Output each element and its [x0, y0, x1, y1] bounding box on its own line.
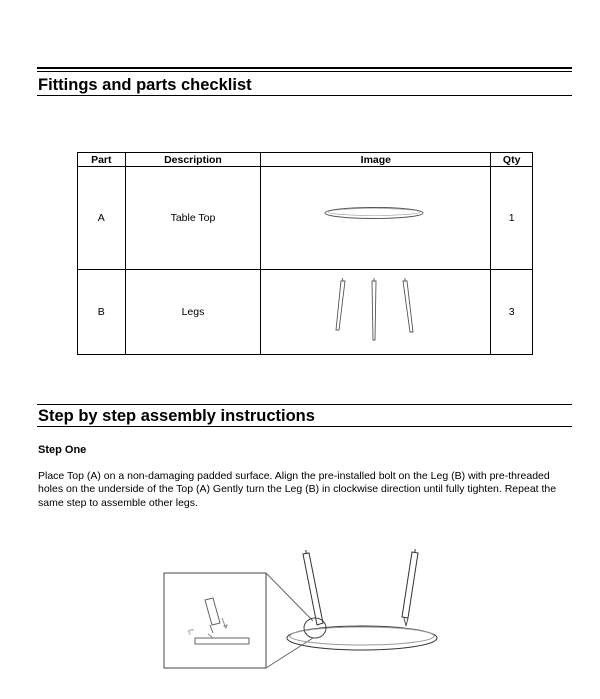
- section-underline-assembly: [37, 426, 572, 427]
- section-overline-assembly: [37, 404, 572, 405]
- cell-image: [261, 270, 491, 355]
- cell-description: Table Top: [125, 167, 261, 270]
- table-row: [78, 270, 533, 355]
- header-description: Description: [125, 153, 261, 167]
- step-one-instructions: Place Top (A) on a non-damaging padded surface. Align the pre-installed bolt on the Leg (B) with pre-threaded holes on the underside of the Top (A) Gently turn the Leg (B) in clockwise direction until fully tighten. Repeat the same step to assemble other legs.: [38, 470, 557, 509]
- cell-qty: 1: [491, 167, 533, 270]
- table-top-image: [261, 167, 490, 266]
- section-title-checklist: Fittings and parts checklist: [38, 76, 252, 94]
- table-row: [78, 167, 533, 270]
- cell-description: Legs: [125, 270, 261, 355]
- top-rule-2: [37, 71, 572, 72]
- section-title-assembly: Step by step assembly instructions: [38, 407, 315, 425]
- cell-qty: 3: [491, 270, 533, 355]
- svg-text:↻: ↻: [188, 631, 192, 636]
- header-qty: Qty: [491, 153, 533, 167]
- assembly-diagram: [150, 548, 450, 678]
- top-rule-1: [37, 67, 572, 69]
- header-part: Part: [78, 153, 126, 167]
- cell-part: A: [78, 167, 126, 270]
- cell-part: B: [78, 270, 126, 355]
- step-one-heading: Step One: [38, 444, 87, 456]
- table-header-row: [78, 153, 533, 167]
- header-image: Image: [261, 153, 491, 167]
- legs-image: [261, 270, 490, 351]
- section-underline-checklist: [37, 95, 572, 96]
- cell-image: [261, 167, 491, 270]
- parts-table: [77, 152, 533, 355]
